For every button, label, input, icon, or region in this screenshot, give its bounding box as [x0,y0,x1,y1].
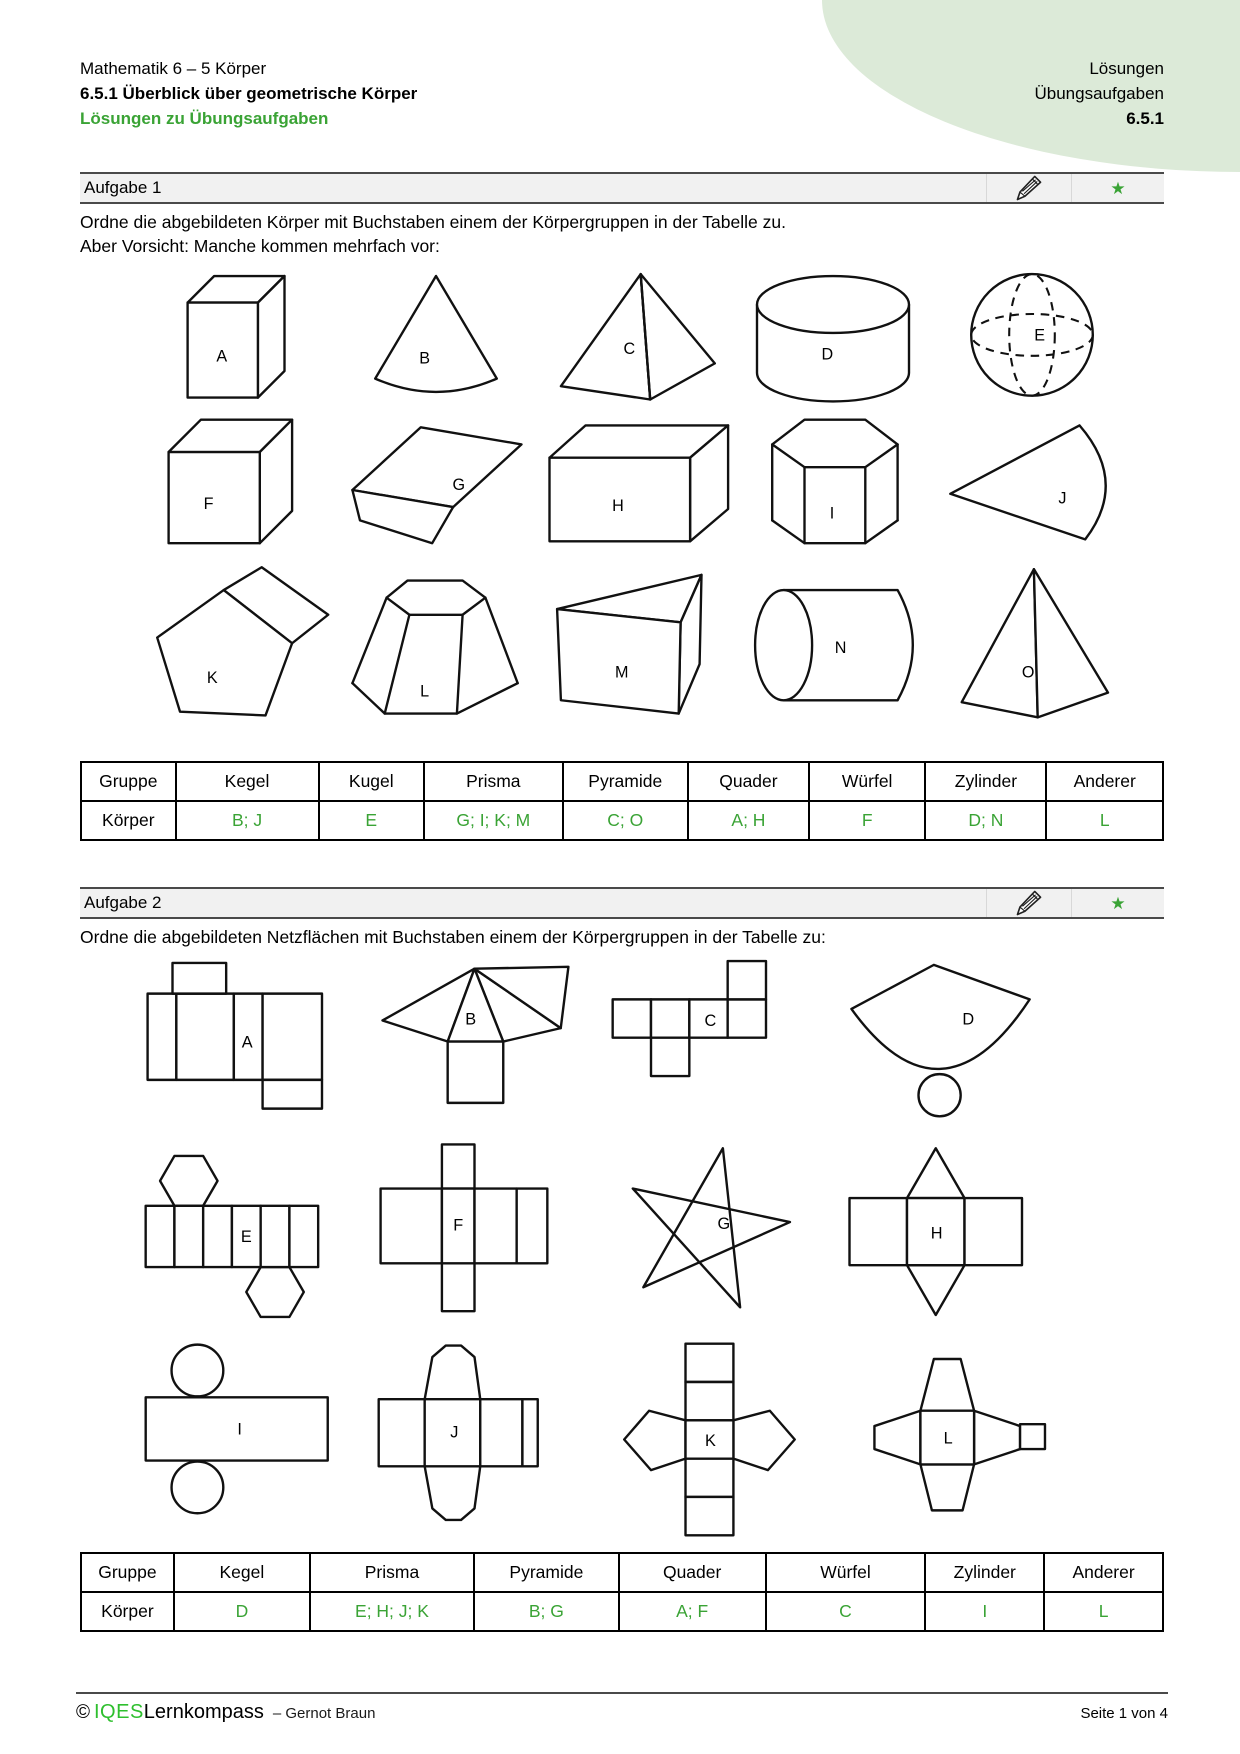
net-sechseckprisma-j [371,1336,601,1542]
net-wuerfel-c [605,951,835,1134]
task2-col-wuerfel: Würfel [766,1553,926,1592]
task1-answer-pyramide: C; O [563,801,688,840]
task1-title: Aufgabe 1 [84,178,162,197]
task2-col-prisma: Prisma [310,1553,474,1592]
task1-answer-quader: A; H [688,801,809,840]
net-zylinder-i [138,1336,368,1542]
solid-label-j: J [1058,489,1067,508]
task1-bar [80,172,1164,204]
task2-col-zylinder: Zylinder [925,1553,1044,1592]
task1-answer-zylinder: D; N [925,801,1046,840]
task1-row2-label: Körper [81,801,176,840]
task1-col-kugel: Kugel [319,762,425,801]
pencil-icon [1014,174,1044,202]
net-label-g: G [717,1214,730,1233]
solid-label-m: M [614,663,628,682]
header-loesungen: Lösungen [1089,59,1164,78]
net-fuenfeckprisma-k [605,1336,835,1542]
brand-iqes: IQES [94,1701,144,1723]
task1-answer-anderer: L [1046,801,1163,840]
solid-sechseckprisma-i [738,408,928,553]
header [80,0,1164,131]
copyright-icon: © [76,1702,90,1723]
page-number: Seite 1 von 4 [1080,1705,1168,1722]
net-label-k: K [704,1432,716,1451]
solid-label-i: I [830,504,835,523]
difficulty-star-icon: ★ [1110,893,1126,913]
net-label-d: D [962,1010,975,1029]
footer-brand [76,1701,375,1724]
task1-col-zylinder: Zylinder [925,762,1046,801]
solid-label-a: A [216,347,228,366]
task1-table-answer-row [81,801,1163,840]
task2-row1-label: Gruppe [81,1553,174,1592]
net-quader-f [371,1136,601,1334]
nets-row-1 [138,951,1068,1134]
task1-answer-kegel: B; J [176,801,319,840]
task2-answer-wuerfel: C [766,1592,926,1631]
solid-label-b: B [418,349,430,368]
solid-label-d: D [821,345,834,364]
solid-label-l: L [419,682,429,701]
task1-col-prisma: Prisma [424,762,563,801]
solid-pyramidenstumpf-l [341,557,531,739]
task2-table-answer-row [81,1592,1163,1631]
solid-zylinder-n [738,557,928,739]
brand-lernkompass: Lernkompass [143,1701,264,1723]
task1-answer-kugel: E [319,801,425,840]
task1-col-anderer: Anderer [1046,762,1163,801]
task2-bar [80,887,1164,919]
task2-figures [138,951,1068,1542]
task2-pencil-cell [986,889,1071,917]
solids-row-3 [142,557,1127,739]
solid-wuerfel-f [142,408,332,553]
task1-table-header-row [81,762,1163,801]
nets-row-3 [138,1336,1068,1542]
task2-answer-zylinder: I [925,1592,1044,1631]
solid-kegel-j [937,408,1127,553]
task1-answer-table [80,761,1164,841]
net-label-h: H [930,1224,943,1243]
net-label-b: B [465,1010,477,1029]
footer [76,1692,1168,1724]
task2-star-cell [1071,889,1164,917]
solid-label-o: O [1021,663,1035,682]
header-section-number: 6.5.1 [1126,109,1164,128]
task1-row1-label: Gruppe [81,762,176,801]
net-label-f: F [453,1216,464,1235]
solid-dreiecksprisma-m [540,557,730,739]
task2-col-quader: Quader [619,1553,766,1592]
net-label-i: I [237,1420,242,1439]
task1-instruction-line2: Aber Vorsicht: Manche kommen mehrfach vor: [80,236,440,256]
solid-label-c: C [622,339,635,358]
net-pentagramm-g [605,1136,835,1334]
net-dreiecksprisma-h [838,1136,1068,1334]
task2-table-header-row [81,1553,1163,1592]
solid-zylinder-d [738,262,928,404]
net-label-a: A [241,1033,253,1052]
task2-title: Aufgabe 2 [84,893,162,912]
task2-row2-label: Körper [81,1592,174,1631]
task1-col-wuerfel: Würfel [809,762,926,801]
task1-figures [142,262,1127,739]
solids-row-1 [142,262,1127,404]
task2-col-kegel: Kegel [174,1553,310,1592]
net-label-c: C [704,1012,716,1031]
net-quader-a [138,951,368,1134]
solid-label-g: G [452,476,465,494]
task2-answer-kegel: D [174,1592,310,1631]
task2-answer-anderer: L [1044,1592,1163,1631]
footer-author: – Gernot Braun [272,1705,376,1722]
solutions-subtitle: Lösungen zu Übungsaufgaben [80,109,329,128]
solid-label-k: K [206,669,218,688]
net-pyramide-b [371,951,601,1134]
net-label-j: J [450,1423,459,1442]
task1-star-cell [1071,174,1164,202]
solid-label-f: F [203,495,214,513]
task1-col-kegel: Kegel [176,762,319,801]
solid-prisma-g [341,408,531,553]
net-pyramidenstumpf-l [838,1336,1068,1542]
pencil-icon [1014,889,1044,917]
task1-answer-wuerfel: F [809,801,926,840]
nets-row-2 [138,1136,1068,1334]
header-right [1034,56,1164,131]
solid-quader-h [540,408,730,553]
header-uebungsaufgaben: Übungsaufgaben [1034,84,1164,103]
solid-pyramide-o [937,557,1127,739]
difficulty-star-icon: ★ [1110,178,1126,198]
net-sechseckprisma-e [138,1136,368,1334]
solid-pyramide-c [540,262,730,404]
chapter-title: 6.5.1 Überblick über geometrische Körper [80,84,418,103]
task2-col-anderer: Anderer [1044,1553,1163,1592]
task2-instruction [80,925,1164,949]
task2-answer-prisma: E; H; J; K [310,1592,474,1631]
solid-kegel-b [341,262,531,404]
solid-quader-a [142,262,332,404]
header-left [80,56,417,131]
course-title: Mathematik 6 – 5 Körper [80,59,267,78]
task2-col-pyramide: Pyramide [474,1553,619,1592]
solid-fuenfeckprisma-k [142,557,332,739]
task2-answer-quader: A; F [619,1592,766,1631]
task1-col-quader: Quader [688,762,809,801]
net-kegel-d [838,951,1068,1134]
task2-instruction-line1: Ordne die abgebildeten Netzflächen mit Buchstaben einem der Körpergruppen in der Tabelle zu: [80,927,826,947]
task2-answer-table [80,1552,1164,1632]
net-label-e: E [240,1228,252,1247]
task2-answer-pyramide: B; G [474,1592,619,1631]
task1-instruction [80,210,1164,258]
task1-instruction-line1: Ordne die abgebildeten Körper mit Buchstaben einem der Körpergruppen in der Tabelle zu. [80,212,786,232]
task1-pencil-cell [986,174,1071,202]
solid-kugel-e [937,262,1127,404]
solid-label-e: E [1034,326,1045,345]
net-label-l: L [943,1429,953,1448]
solid-label-h: H [611,496,624,515]
task1-col-pyramide: Pyramide [563,762,688,801]
task1-answer-prisma: G; I; K; M [424,801,563,840]
solid-label-n: N [835,638,847,657]
solids-row-2 [142,408,1127,553]
